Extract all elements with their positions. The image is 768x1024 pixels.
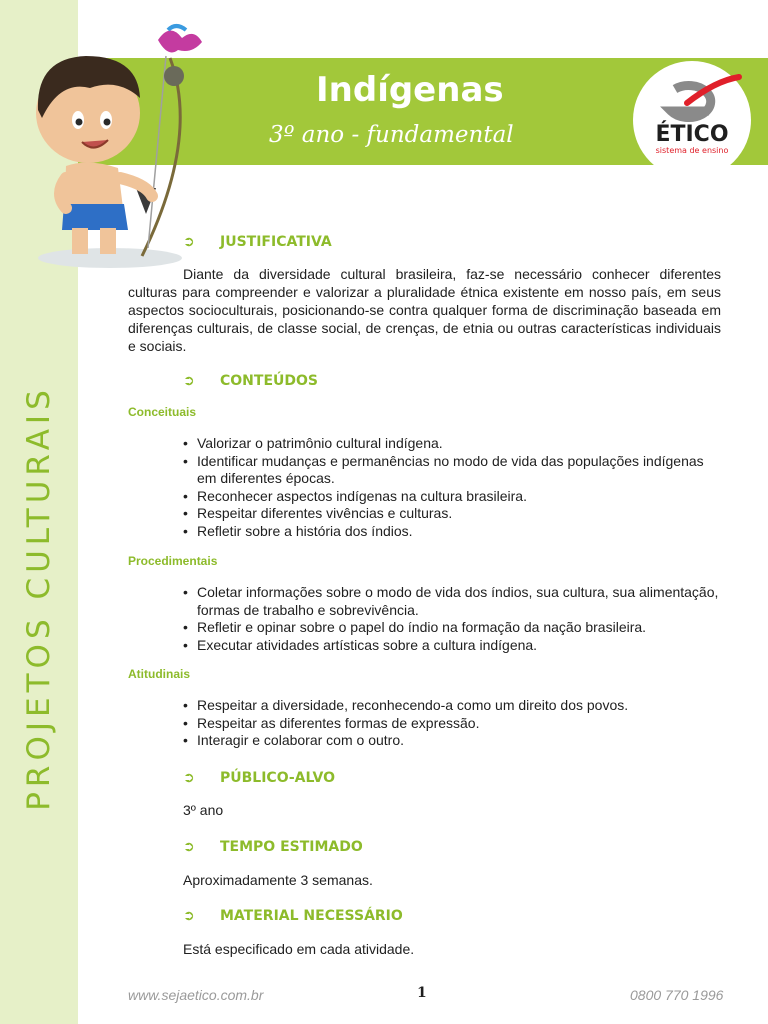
section-title: JUSTIFICATIVA: [220, 234, 332, 250]
list-item: • Interagir e colaborar com o outro.: [183, 732, 723, 750]
arrow-right-icon: ➲: [183, 839, 195, 855]
list-item: • Valorizar o patrimônio cultural indígena.: [183, 435, 723, 453]
list-item: • Coletar informações sobre o modo de vida dos índios, sua cultura, sua alimentação, formas de trabalho e sobrevivência.: [183, 584, 723, 619]
logo-brand: ÉTICO: [655, 122, 729, 147]
footer-website-link[interactable]: www.sejaetico.com.br: [128, 987, 264, 1003]
section-material-heading: [183, 906, 403, 926]
procedimentais-list: [183, 584, 723, 654]
tempo-text: Aproximadamente 3 semanas.: [183, 872, 373, 888]
section-title: CONTEÚDOS: [220, 373, 318, 389]
section-title: MATERIAL NECESSÁRIO: [220, 908, 403, 924]
list-item: • Respeitar diferentes vivências e culturas.: [183, 505, 723, 523]
list-item: • Respeitar a diversidade, reconhecendo-a como um direito dos povos.: [183, 697, 723, 715]
page-subtitle: 3º ano - fundamental: [269, 122, 514, 148]
arrow-right-icon: ➲: [183, 373, 195, 389]
arrow-right-icon: ➲: [183, 234, 195, 250]
logo-tagline: sistema de ensino: [655, 146, 729, 155]
list-item: • Respeitar as diferentes formas de expressão.: [183, 715, 723, 733]
section-conteudos-heading: [183, 371, 318, 391]
subheading-procedimentais: Procedimentais: [128, 554, 218, 568]
list-item: • Refletir e opinar sobre o papel do índio na formação da nação brasileira.: [183, 619, 723, 637]
sidebar-title: PROJETOS CULTURAIS: [21, 385, 57, 811]
section-title: PÚBLICO-ALVO: [220, 770, 335, 786]
section-publico-heading: [183, 768, 335, 788]
section-tempo-heading: [183, 837, 363, 857]
publico-text: 3º ano: [183, 802, 224, 818]
footer-phone: 0800 770 1996: [630, 987, 724, 1003]
list-item: • Reconhecer aspectos indígenas na cultura brasileira.: [183, 488, 723, 506]
arrow-right-icon: ➲: [183, 770, 195, 786]
list-item: • Executar atividades artísticas sobre a cultura indígena.: [183, 637, 723, 655]
section-title: TEMPO ESTIMADO: [220, 839, 363, 855]
page-number: 1: [417, 985, 427, 1001]
list-item: • Identificar mudanças e permanências no modo de vida das populações indígenas em diferentes épocas.: [183, 453, 723, 488]
page-title: Indígenas: [316, 70, 504, 110]
justificativa-text: Diante da diversidade cultural brasileira, faz-se necessário conhecer diferentes culturas para compreender e valorizar a pluralidade étnica existente em nosso país, em seus aspectos socioculturais, posicionando-se contra qualquer forma de discriminação baseada em diferenças culturais, de classe social, de crenças, de etnia ou outras características individuais e sociais.: [128, 266, 721, 354]
subheading-conceituais: Conceituais: [128, 405, 197, 419]
subheading-atitudinais: Atitudinais: [128, 667, 190, 681]
material-text: Está especificado em cada atividade.: [183, 941, 415, 957]
etico-logo: [631, 59, 753, 181]
list-item: • Refletir sobre a história dos índios.: [183, 523, 723, 541]
atitudinais-list: [183, 697, 723, 750]
arrow-right-icon: ➲: [183, 908, 195, 924]
section-justificativa-heading: [183, 232, 332, 252]
conceituais-list: [183, 435, 723, 540]
